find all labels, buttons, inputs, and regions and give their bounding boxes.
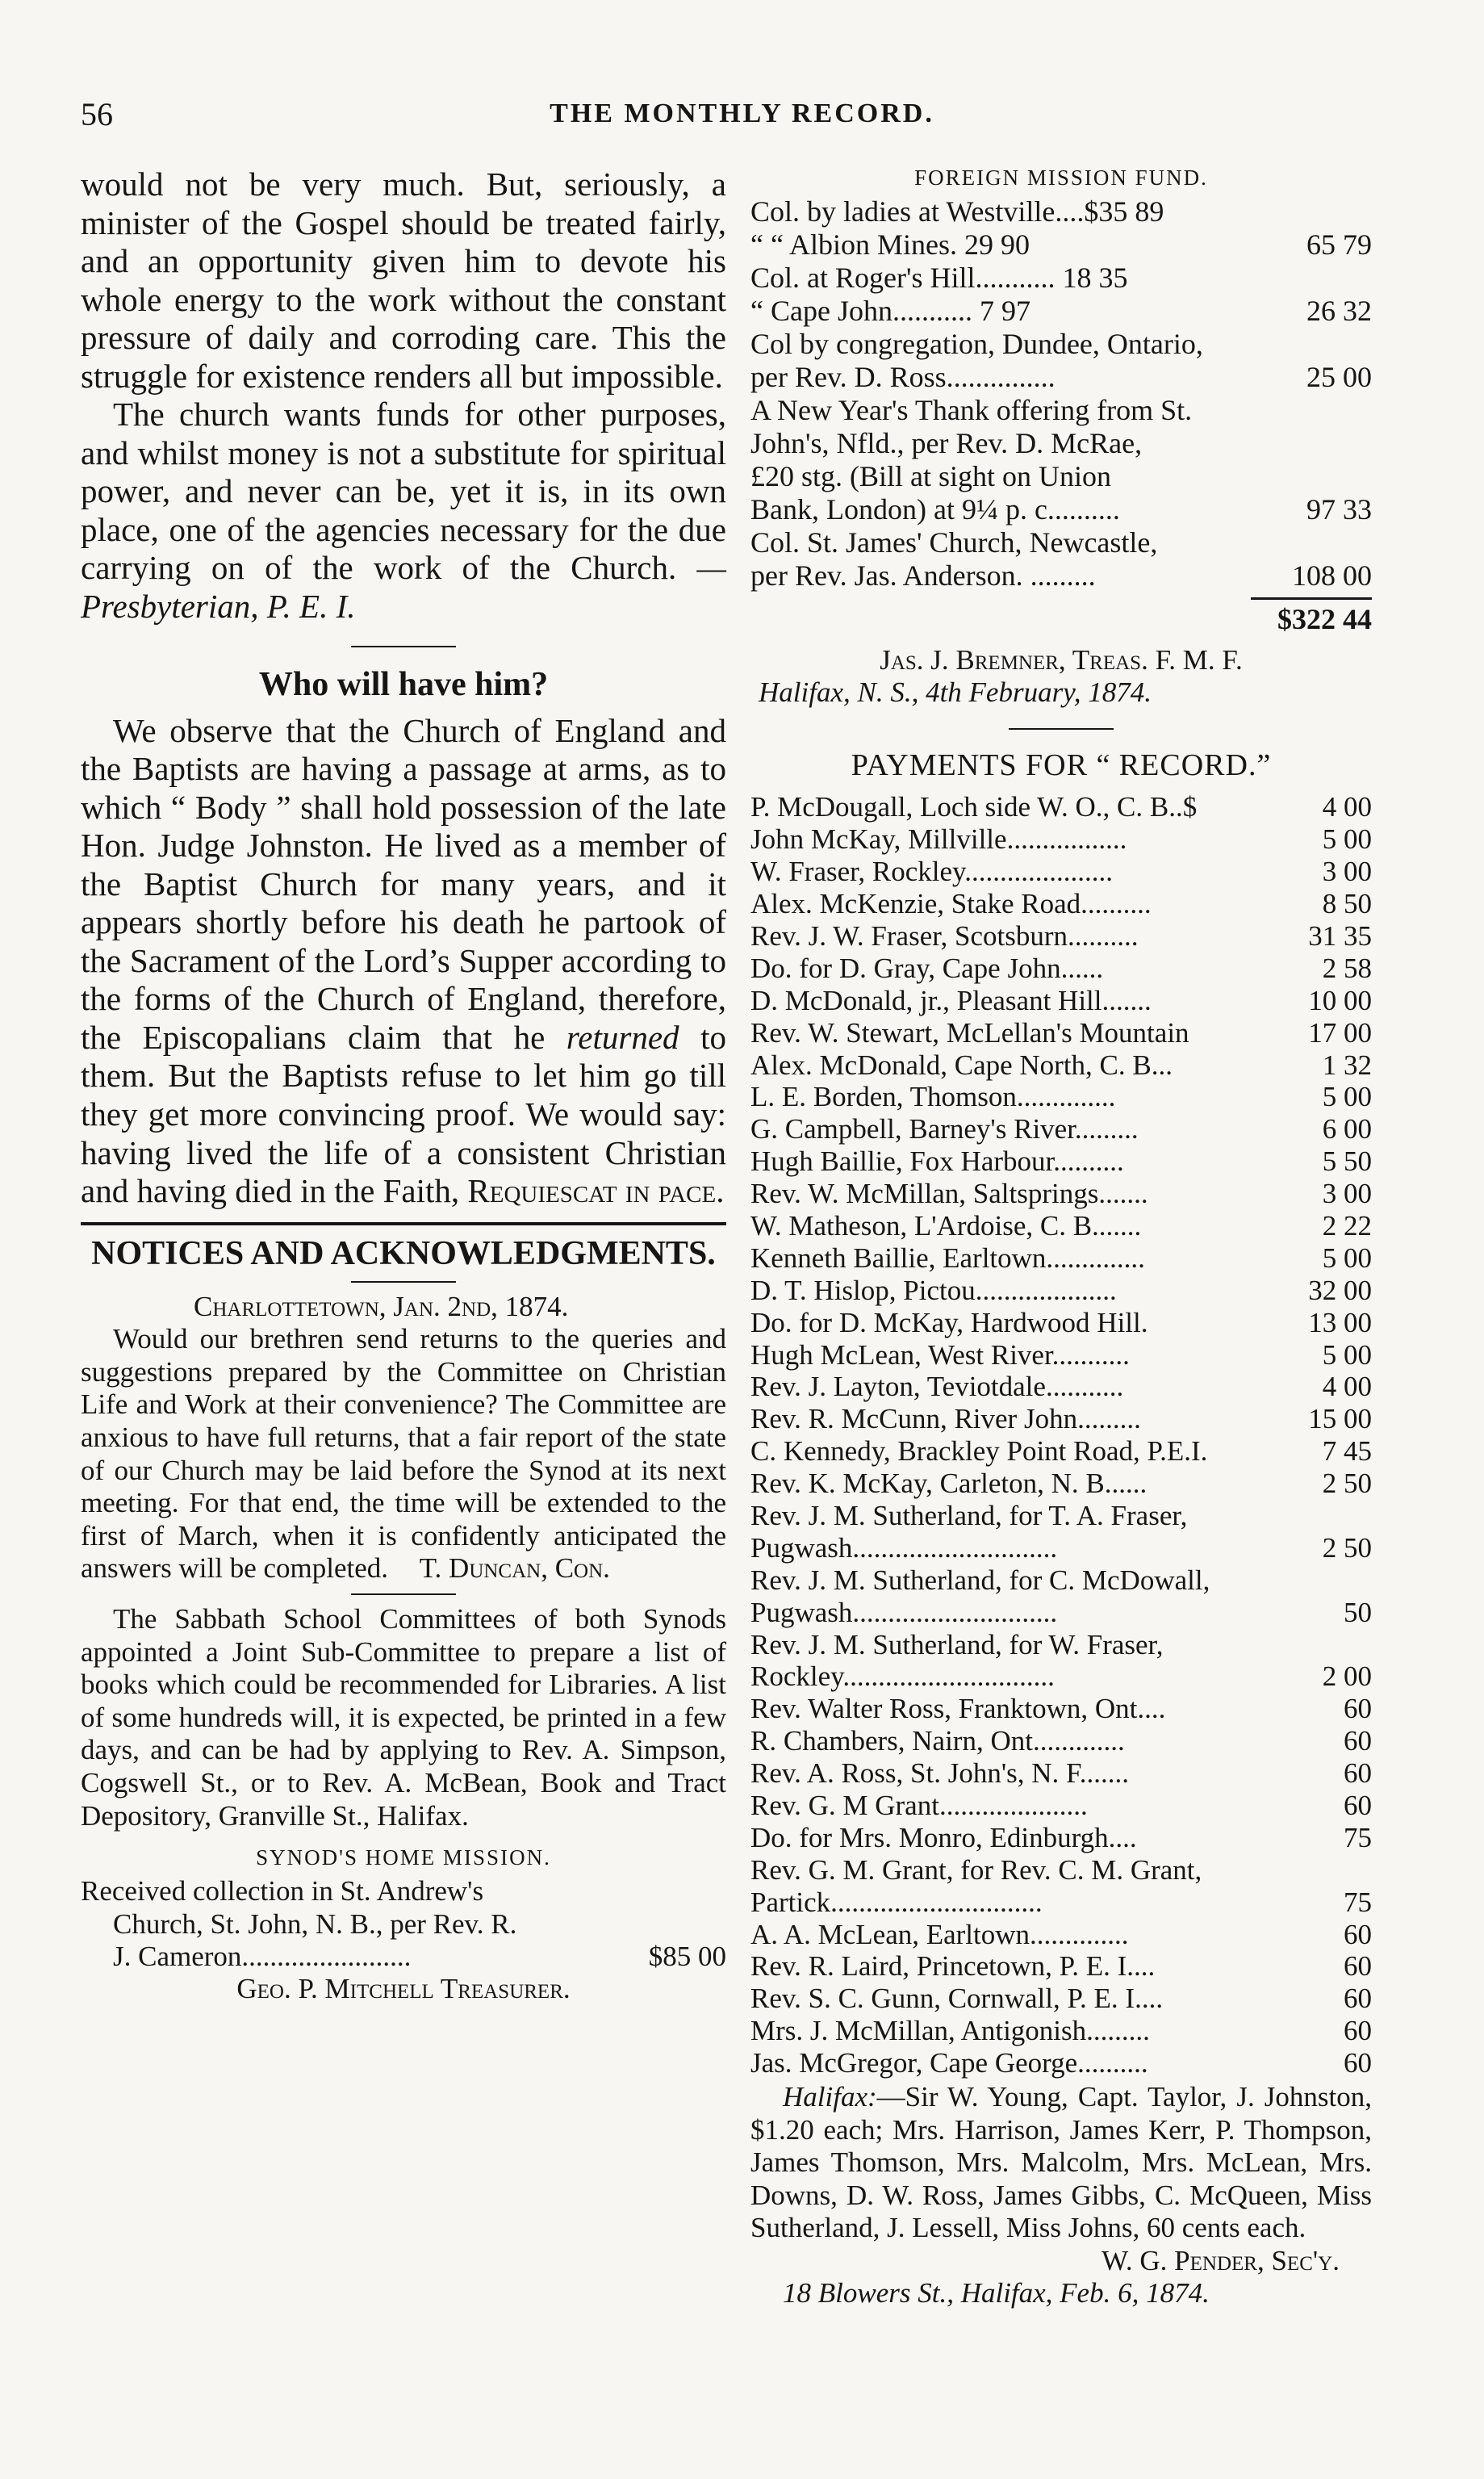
payment-row-amount: 10 00 — [1308, 984, 1372, 1016]
payment-row — [750, 1564, 1372, 1597]
foreign-mission-row-label: Col by congregation, Dundee, Ontario, — [750, 328, 1203, 361]
payment-row-amount: 3 00 — [1322, 856, 1372, 888]
page-number: 56 — [81, 96, 113, 132]
payment-row-amount: 4 00 — [1322, 791, 1372, 823]
payment-row — [750, 1371, 1372, 1403]
paragraph-church-funds — [81, 396, 726, 626]
halifax-label: Halifax: — [783, 2081, 877, 2113]
emphasis: returned — [566, 1018, 679, 1056]
payment-row-amount: 5 00 — [1322, 1338, 1372, 1371]
payment-row — [750, 920, 1372, 953]
payment-row-label: Rockley.............................. — [750, 1660, 1055, 1693]
notice-sabbath-school: The Sabbath School Committees of both Synods appointed a Joint Sub-Committee to prepare a list of books which could be recommended for Libraries. A list of some hundreds will, it is expected, be printed in a few days, and can be had by applying to Rev. A. Simpson, Cogswell St., or to Rev. A. McBean, Book and Tract Depository, Granville St., Halifax. — [81, 1603, 726, 1832]
paragraph-continued: would not be very much. But, seriously, a minister of the Gospel should be treated fairly, and an opportunity given him to devote his whole energy to the work without the constant pressure of daily and corroding care. This the struggle for existence renders all but impossible. — [81, 165, 726, 395]
payment-row-amount: 60 — [1344, 2047, 1372, 2079]
payment-row-label: Hugh McLean, West River........... — [750, 1338, 1130, 1371]
payment-row-amount: 31 35 — [1308, 919, 1372, 952]
payment-row-amount: 17 00 — [1308, 1016, 1372, 1049]
payment-row-label: Rev. S. C. Gunn, Cornwall, P. E. I.... — [750, 1983, 1164, 2015]
divider — [351, 1281, 456, 1283]
payment-row-amount: 60 — [1344, 1983, 1372, 2015]
payment-row-label: Rev. J. M. Sutherland, for C. McDowall, — [750, 1564, 1210, 1596]
foreign-mission-row-label: Col. by ladies at Westville....$35 89 — [750, 195, 1164, 228]
payment-row-label: Rev. G. M. Grant, for Rev. C. M. Grant, — [750, 1853, 1202, 1886]
payment-row-amount: 5 50 — [1322, 1145, 1372, 1178]
payment-row-label: Rev. J. Layton, Teviotdale........... — [750, 1371, 1124, 1403]
paragraph-text: The church wants funds for other purposes, and whilst money is not a substitute for spiritual power, and never can be, yet it is, in its own place, one of the agencies necessary for the due carrying on of the work of the Church. — [81, 396, 726, 587]
payment-row — [750, 1532, 1372, 1564]
payment-row-label: Rev. J. W. Fraser, Scotsburn.......... — [750, 919, 1139, 952]
payment-row — [750, 1435, 1372, 1468]
payment-row-label: L. E. Borden, Thomson.............. — [750, 1081, 1116, 1113]
payment-row — [750, 1275, 1372, 1307]
treasurer-dateline: Halifax, N. S., 4th February, 1874. — [759, 676, 1152, 709]
payment-row — [750, 1307, 1372, 1339]
payment-row — [750, 1886, 1372, 1919]
payment-row-amount: 75 — [1344, 1886, 1372, 1918]
payment-row-amount: 3 00 — [1322, 1178, 1372, 1210]
payment-row-amount: 15 00 — [1308, 1403, 1372, 1435]
foreign-mission-row-label: per Rev. Jas. Anderson. ......... — [750, 559, 1096, 593]
payment-row — [750, 1017, 1372, 1049]
payment-row-label: R. Chambers, Nairn, Ont............. — [750, 1725, 1125, 1757]
payments-list — [750, 791, 1372, 2079]
payment-row-label: John McKay, Millville................. — [750, 823, 1127, 856]
payment-row-label: Rev. R. McCunn, River John......... — [750, 1403, 1141, 1435]
notice-text: Would our brethren send returns to the queries and suggestions prepared by the Committee on Christian Life and Work at their convenience? The Committee are anxious to have full returns, that a fair report of the state of our Church may be laid before the Synod at its next meeting. For that end, the time will be extended to the first of March, when it is confidently anticipated the answers will be completed. — [81, 1323, 726, 1585]
payment-row — [750, 1983, 1372, 2015]
home-mission-title: SYNOD'S HOME MISSION. — [256, 1845, 551, 1870]
payment-row — [750, 791, 1372, 823]
home-mission-line: Received collection in St. Andrew's — [81, 1875, 484, 1907]
payment-row-amount: 1 32 — [1322, 1049, 1372, 1081]
paragraph-text: We observe that the Church of England and the Baptists are having a passage at arms, as to which “ Body ” shall hold possession of the late Hon. Judge Johnston. He lived as a member of the Baptist Church for many years, and it appears shortly before his death he partook of the Sacrament of the Lord’s Supper according to the forms of the Church of England, therefore, the Episcopalians claim that he — [81, 711, 726, 1056]
payment-row-amount: 60 — [1344, 1790, 1372, 1822]
foreign-mission-row-amount: 26 32 — [1306, 295, 1372, 328]
treasurer-signature — [750, 644, 1372, 676]
payment-row-label: P. McDougall, Loch side W. O., C. B..$ — [750, 791, 1198, 823]
payment-row-label: Rev. W. Stewart, McLellan's Mountain — [750, 1016, 1189, 1049]
closing-phrase: Requiescat in pace. — [467, 1172, 725, 1210]
payment-row-label: Hugh Baillie, Fox Harbour.......... — [750, 1145, 1124, 1178]
payment-row-label: A. A. McLean, Earltown.............. — [750, 1918, 1129, 1950]
payment-row — [750, 856, 1372, 888]
payment-row — [750, 1597, 1372, 1629]
payment-row — [750, 1468, 1372, 1500]
home-mission-amount-row — [81, 1941, 726, 1973]
foreign-mission-row — [750, 394, 1372, 427]
foreign-mission-row-label: John's, Nfld., per Rev. D. McRae, — [750, 427, 1143, 460]
payment-row-label: Do. for D. McKay, Hardwood Hill. — [750, 1306, 1148, 1338]
foreign-mission-row-amount: 108 00 — [1292, 559, 1372, 593]
foreign-mission-row — [750, 526, 1372, 559]
payment-row — [750, 888, 1372, 920]
right-column — [750, 165, 1372, 2309]
payment-row-amount: 2 50 — [1322, 1468, 1372, 1500]
foreign-mission-row — [750, 493, 1372, 526]
payment-row — [750, 1113, 1372, 1145]
payment-row-amount: 4 00 — [1322, 1371, 1372, 1403]
home-mission-line: J. Cameron........................ — [113, 1941, 412, 1973]
foreign-mission-row — [750, 361, 1372, 394]
payment-row — [750, 1757, 1372, 1790]
payments-title: PAYMENTS FOR “ RECORD.” — [851, 748, 1272, 783]
payment-row-amount: 50 — [1344, 1596, 1372, 1628]
payment-row-label: C. Kennedy, Brackley Point Road, P.E.I. — [750, 1435, 1208, 1468]
home-mission-amount: $85 00 — [648, 1941, 726, 1973]
payment-row — [750, 1822, 1372, 1854]
section-heading: Who will have him? — [258, 665, 549, 703]
running-head: THE MONTHLY RECORD. — [550, 98, 934, 128]
payment-row — [750, 1854, 1372, 1886]
payment-row — [750, 1660, 1372, 1693]
notices-heading: NOTICES AND ACKNOWLEDGMENTS. — [91, 1234, 716, 1272]
payment-row — [750, 1500, 1372, 1532]
halifax-payments — [750, 2081, 1372, 2245]
payment-row — [750, 1210, 1372, 1242]
treasurer-name: Jas. J. Bremner, Treas. F. M. F. — [880, 644, 1243, 676]
left-column — [81, 165, 726, 2006]
payment-row-amount: 60 — [1344, 1757, 1372, 1790]
source-attribution: —Presbyterian, P. E. I. — [81, 549, 726, 626]
payment-row — [750, 1790, 1372, 1822]
payment-row — [750, 1403, 1372, 1435]
payment-row-amount: 2 58 — [1322, 952, 1372, 984]
payment-row-label: G. Campbell, Barney's River......... — [750, 1113, 1139, 1145]
payment-row — [750, 1919, 1372, 1951]
payment-row-amount: 32 00 — [1308, 1274, 1372, 1306]
payment-row-label: Rev. J. M. Sutherland, for T. A. Fraser, — [750, 1500, 1188, 1531]
foreign-mission-list — [750, 195, 1372, 593]
payment-row-amount: 7 45 — [1322, 1435, 1372, 1468]
payment-row-label: Pugwash............................. — [750, 1531, 1058, 1564]
payment-row-label: Pugwash............................. — [750, 1596, 1058, 1628]
payment-row — [750, 1629, 1372, 1661]
dateline — [81, 1291, 726, 1324]
foreign-mission-total: $322 44 — [1277, 603, 1372, 636]
payment-row-label: Rev. W. McMillan, Saltsprings....... — [750, 1178, 1148, 1210]
payment-row-label: Rev. K. McKay, Carleton, N. B...... — [750, 1468, 1147, 1500]
payment-row-label: Rev. R. Laird, Princetown, P. E. I.... — [750, 1950, 1156, 1983]
payment-row-amount: 2 22 — [1322, 1209, 1372, 1242]
foreign-mission-row-label: £20 stg. (Bill at sight on Union — [750, 460, 1112, 493]
payment-row-amount: 2 00 — [1322, 1660, 1372, 1693]
payment-row-amount: 60 — [1344, 1693, 1372, 1725]
foreign-mission-row — [750, 228, 1372, 262]
payment-row — [750, 1725, 1372, 1757]
payment-row — [750, 985, 1372, 1017]
payment-row — [750, 1242, 1372, 1275]
divider — [351, 646, 456, 647]
secretary-address: 18 Blowers St., Halifax, Feb. 6, 1874. — [783, 2277, 1210, 2309]
payment-row-label: Alex. McKenzie, Stake Road.......... — [750, 888, 1152, 920]
foreign-mission-row — [750, 195, 1372, 228]
payment-row — [750, 2015, 1372, 2047]
payment-row-label: Rev. A. Ross, St. John's, N. F....... — [750, 1757, 1129, 1790]
payment-row — [750, 1950, 1372, 1983]
payment-row-amount: 13 00 — [1308, 1306, 1372, 1338]
divider — [1009, 728, 1114, 730]
payment-row — [750, 1145, 1372, 1178]
payment-row — [750, 1081, 1372, 1113]
payment-row-label: Rev. Walter Ross, Franktown, Ont.... — [750, 1693, 1166, 1725]
foreign-mission-row-label: “ “ Albion Mines. 29 90 — [750, 228, 1030, 262]
secretary-signature: W. G. Pender, Sec'y. — [1102, 2245, 1340, 2276]
foreign-mission-row-amount: 65 79 — [1306, 228, 1372, 262]
payment-row-label: Jas. McGregor, Cape George.......... — [750, 2047, 1148, 2079]
payment-row-amount: 60 — [1344, 1918, 1372, 1950]
foreign-mission-row — [750, 328, 1372, 361]
foreign-mission-row — [750, 262, 1372, 295]
payment-row — [750, 1178, 1372, 1210]
paragraph-judge-johnston — [81, 712, 726, 1211]
foreign-mission-row-label: per Rev. D. Ross............... — [750, 361, 1056, 394]
foreign-mission-row-label: A New Year's Thank offering from St. — [750, 394, 1193, 427]
home-mission-line: Church, St. John, N. B., per Rev. R. — [113, 1907, 517, 1940]
payment-row-label: Rev. J. M. Sutherland, for W. Fraser, — [750, 1628, 1164, 1660]
foreign-mission-row-label: “ Cape John........... 7 97 — [750, 295, 1030, 328]
foreign-mission-row — [750, 460, 1372, 493]
payment-row-amount: 60 — [1344, 1725, 1372, 1757]
payment-row-label: Kenneth Baillie, Earltown.............. — [750, 1242, 1145, 1274]
payment-row — [750, 1339, 1372, 1371]
payment-row-amount: 5 00 — [1322, 1242, 1372, 1274]
payment-row-amount: 2 50 — [1322, 1531, 1372, 1564]
payment-row — [750, 2047, 1372, 2079]
payment-row-label: W. Matheson, L'Ardoise, C. B....... — [750, 1209, 1142, 1242]
payment-row-amount: 5 00 — [1322, 823, 1372, 856]
payment-row — [750, 953, 1372, 985]
divider — [351, 1593, 456, 1595]
foreign-mission-total-row — [750, 603, 1372, 636]
payment-row-amount: 6 00 — [1322, 1113, 1372, 1145]
halifax-text: —Sir W. Young, Capt. Taylor, J. Johnston, $1.20 each; Mrs. Harrison, James Kerr, P. Thompson, James Thomson, Mrs. Malcolm, Mrs. McLean, Mrs. Downs, D. W. Ross, James Gibbs, C. McQueen, Miss Sutherland, J. Lessell, Miss Johns, 60 cents each. — [750, 2081, 1372, 2244]
foreign-mission-row-amount: 25 00 — [1306, 361, 1372, 394]
payment-row — [750, 823, 1372, 856]
foreign-mission-row-label: Col. at Roger's Hill........... 18 35 — [750, 262, 1128, 295]
dateline-text: Charlottetown, Jan. 2nd, 1874. — [194, 1290, 569, 1322]
payment-row-label: Mrs. J. McMillan, Antigonish......... — [750, 2015, 1150, 2047]
paragraph-text: to them. But the Baptists refuse to let him go till they get more convincing proof. We would say: having lived the life of a consistent Christian and having died in the Faith, — [81, 1018, 727, 1210]
notice-signature: T. Duncan, Con. — [419, 1552, 610, 1585]
payment-row — [750, 1049, 1372, 1082]
payment-row-label: W. Fraser, Rockley..................... — [750, 856, 1114, 888]
payment-row-label: Rev. G. M Grant..................... — [750, 1790, 1088, 1822]
payment-row-label: Do. for Mrs. Monro, Edinburgh.... — [750, 1821, 1137, 1853]
payment-row-label: Partick.............................. — [750, 1886, 1043, 1918]
foreign-mission-row — [750, 427, 1372, 460]
total-rule — [1251, 597, 1372, 600]
notice-committee — [81, 1323, 726, 1585]
foreign-mission-row-label: Col. St. James' Church, Newcastle, — [750, 526, 1158, 559]
foreign-mission-title: FOREIGN MISSION FUND. — [914, 165, 1208, 190]
payment-row-label: Do. for D. Gray, Cape John...... — [750, 952, 1104, 984]
payment-row-amount: 75 — [1344, 1821, 1372, 1853]
foreign-mission-row — [750, 559, 1372, 593]
payment-row-label: D. McDonald, jr., Pleasant Hill....... — [750, 984, 1152, 1016]
payment-row-label: Alex. McDonald, Cape North, C. B... — [750, 1049, 1173, 1081]
home-mission-signature: Geo. P. Mitchell Treasurer. — [236, 1973, 571, 2005]
payment-row-amount: 60 — [1344, 1950, 1372, 1983]
payment-row-amount: 60 — [1344, 2015, 1372, 2047]
payment-row — [750, 1693, 1372, 1725]
foreign-mission-row-amount: 97 33 — [1306, 493, 1372, 526]
payment-row-amount: 8 50 — [1322, 888, 1372, 920]
payment-row-amount: 5 00 — [1322, 1081, 1372, 1113]
section-rule — [81, 1222, 726, 1225]
payment-row-label: D. T. Hislop, Pictou.................... — [750, 1274, 1117, 1306]
foreign-mission-row-label: Bank, London) at 9¼ p. c.......... — [750, 493, 1120, 526]
foreign-mission-row — [750, 295, 1372, 328]
